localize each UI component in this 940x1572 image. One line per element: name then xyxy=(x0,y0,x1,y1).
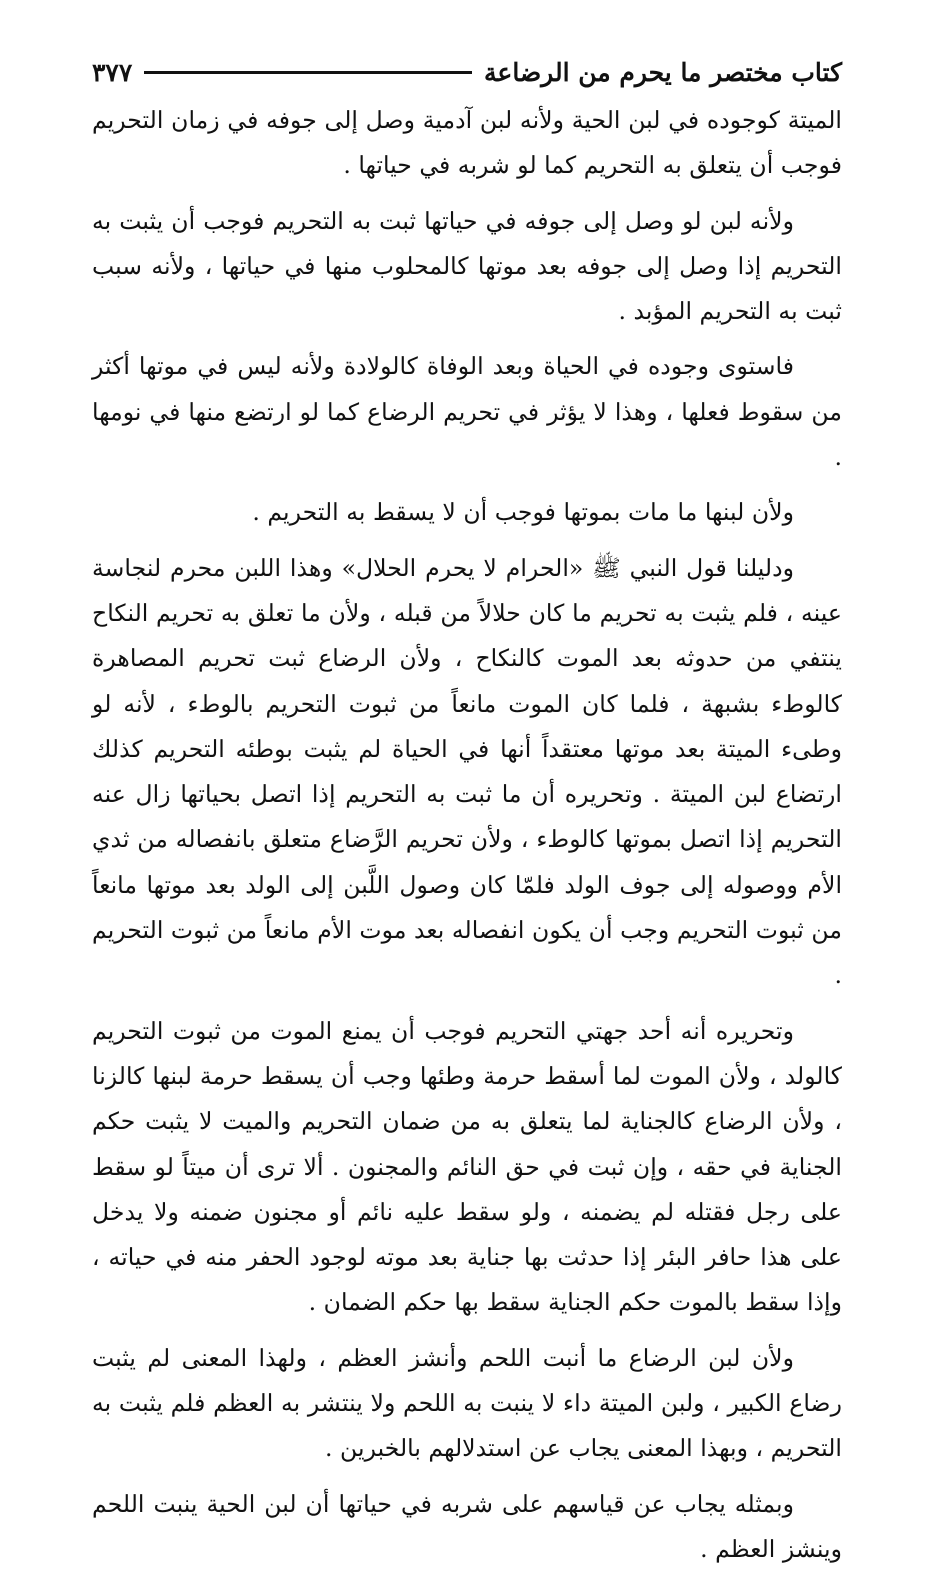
paragraph: ودليلنا قول النبي ﷺ «الحرام لا يحرم الحلال» وهذا اللبن محرم لنجاسة عينه ، فلم يثبت به تحريم ما كان حلالاً من قبله ، ولأن ما تعلق به تحريم النكاح ينتفي من حدوثه بعد الموت كالنكاح ، ولأن الرضاع ثبت تحريم المصاهرة كالوطء بشبهة ، فلما كان الموت مانعاً من ثبوت التحريم بالوطء ، لأنه لو وطىء الميتة بعد موتها معتقداً أنها في الحياة لم يثبت بوطئه التحريم كذلك ارتضاع لبن الميتة . وتحريره أن ما ثبت به التحريم إذا اتصل بحياتها زال عنه التحريم إذا اتصل بموتها كالوطء ، ولأن تحريم الرَّضاع متعلق بانفصاله من ثدي الأم ووصوله إلى جوف الولد فلمّا كان وصول اللَّبن إلى الولد بعد موتها مانعاً من ثبوت التحريم وجب أن يكون انفصاله بعد موت الأم مانعاً من ثبوت التحريم . xyxy=(92,553,842,990)
paragraph: ولأنه لبن لو وصل إلى جوفه في حياتها ثبت به التحريم فوجب أن يثبت به التحريم إذا وصل إلى جوفه بعد موتها كالمحلوب منها في حياتها ، ولأنه سبب ثبت به التحريم المؤبد . xyxy=(92,206,842,326)
chapter-title: كتاب مختصر ما يحرم من الرضاعة xyxy=(484,57,842,87)
paragraph: وتحريره أنه أحد جهتي التحريم فوجب أن يمنع الموت من ثبوت التحريم كالولد ، ولأن الموت لما أسقط حرمة وطئها وجب أن يسقط حرمة لبنها كالزنا ، ولأن الرضاع كالجناية لما يتعلق به من ضمان التحريم والميت لا يثبت حكم الجناية في حقه ، وإن ثبت في حق النائم والمجنون . ألا ترى أن ميتاً لو سقط على رجل فقتله لم يضمنه ، ولو سقط عليه نائم أو مجنون ضمنه ولا يدخل على هذا حافر البئر إذا حدثت بها جناية بعد موته لوجود الحفر منه في حياته ، وإذا سقط بالموت حكم الجناية سقط بها حكم الضمان . xyxy=(92,1016,842,1317)
paragraph: ولأن لبنها ما مات بموتها فوجب أن لا يسقط به التحريم . xyxy=(252,498,794,527)
paragraph: ولأن لبن الرضاع ما أنبت اللحم وأنشز العظم ، ولهذا المعنى لم يثبت رضاع الكبير ، ولبن الميتة داء لا ينبت به اللحم ولا ينتشر به العظم فلم يثبت به التحريم ، وبهذا المعنى يجاب عن استدلالهم بالخبرين . xyxy=(92,1343,842,1463)
page-body xyxy=(92,98,842,1572)
paragraph: فاستوى وجوده في الحياة وبعد الوفاة كالولادة ولأنه ليس في موتها أكثر من سقوط فعلها ، وهذا لا يؤثر في تحريم الرضاع كما لو ارتضع منها في نومها . xyxy=(92,352,842,472)
running-header xyxy=(92,52,842,92)
header-rule xyxy=(144,71,472,74)
paragraph: وبمثله يجاب عن قياسهم على شربه في حياتها أن لبن الحية ينبت اللحم وينشز العظم . xyxy=(92,1489,842,1563)
paragraph: الميتة كوجوده في لبن الحية ولأنه لبن آدمية وصل إلى جوفه في زمان التحريم فوجب أن يتعلق به التحريم كما لو شربه في حياتها . xyxy=(92,106,842,180)
page-number: ٣٧٧ xyxy=(92,57,133,87)
